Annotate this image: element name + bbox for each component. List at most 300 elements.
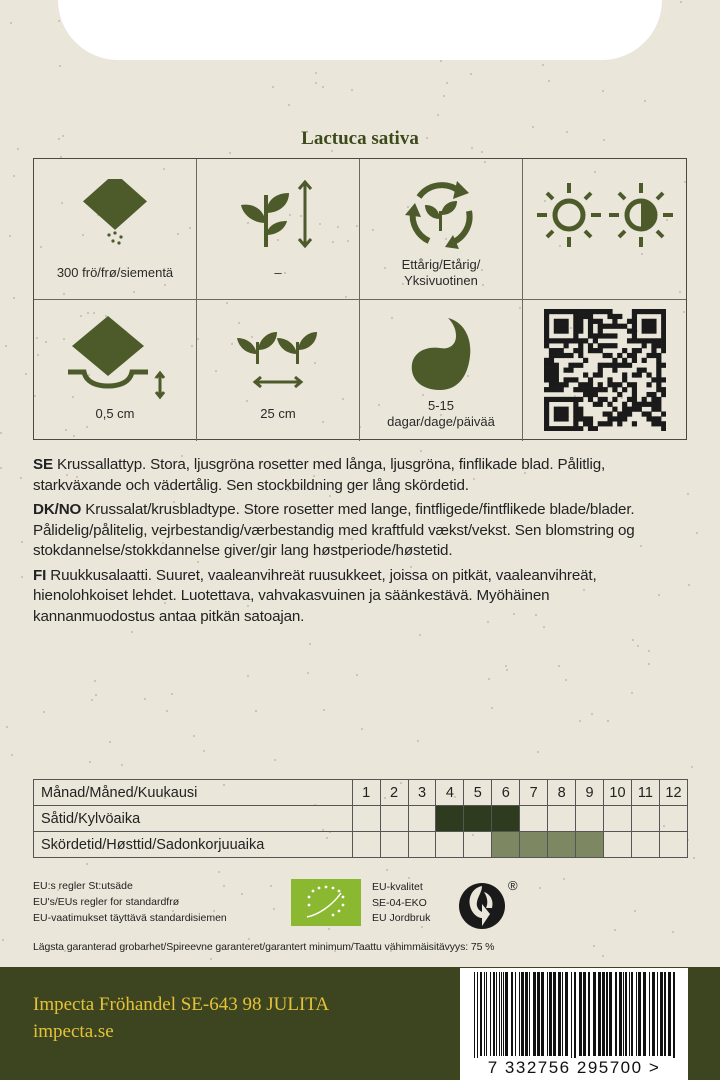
qr-module xyxy=(573,314,578,319)
qr-module xyxy=(563,397,568,402)
barcode-bar xyxy=(583,972,586,1056)
qr-module xyxy=(651,319,656,324)
qr-module xyxy=(646,319,651,324)
qr-module xyxy=(651,421,656,426)
website-link[interactable]: impecta.se xyxy=(33,1021,114,1042)
barcode-bar xyxy=(503,972,504,1056)
eco-line: EU-kvalitet xyxy=(372,881,423,893)
qr-module xyxy=(651,324,656,329)
qr-module xyxy=(544,402,549,407)
paper-speck xyxy=(274,759,276,761)
qr-module xyxy=(568,363,573,368)
qr-module xyxy=(587,319,592,324)
paper-speck xyxy=(315,82,317,84)
qr-module xyxy=(626,382,631,387)
qr-cell xyxy=(523,300,686,441)
barcode-bar xyxy=(490,972,491,1056)
paper-speck xyxy=(361,728,363,730)
qr-module xyxy=(607,411,612,416)
paper-speck xyxy=(558,665,560,667)
qr-module xyxy=(573,363,578,368)
eu-rules-line: EU's/EUs regler for standardfrø xyxy=(33,896,180,908)
qr-module xyxy=(602,324,607,329)
qr-module xyxy=(636,407,641,412)
qr-module xyxy=(607,402,612,407)
qr-module xyxy=(558,416,563,421)
qr-module xyxy=(583,382,588,387)
qr-code-icon[interactable] xyxy=(544,309,666,431)
qr-module xyxy=(626,407,631,412)
qr-module xyxy=(583,416,588,421)
lifecycle-cell xyxy=(360,159,523,300)
qr-module xyxy=(656,358,661,363)
qr-module xyxy=(592,402,597,407)
qr-module xyxy=(631,402,636,407)
qr-module xyxy=(592,372,597,377)
qr-module xyxy=(573,407,578,412)
qr-module xyxy=(602,309,607,314)
qr-module xyxy=(544,411,549,416)
barcode-bar xyxy=(477,972,478,1060)
qr-module xyxy=(631,338,636,343)
germination-label xyxy=(360,398,522,430)
barcode-bar xyxy=(499,972,500,1056)
paper-speck xyxy=(440,60,442,62)
qr-module xyxy=(656,382,661,387)
annual-cycle-icon xyxy=(401,177,481,253)
month-cell: 6 xyxy=(492,780,520,806)
qr-module xyxy=(548,353,553,358)
paper-speck xyxy=(443,95,445,97)
barcode-bar xyxy=(553,972,556,1056)
qr-module xyxy=(548,382,553,387)
qr-module xyxy=(544,309,549,314)
seed-count-cell xyxy=(34,159,197,300)
qr-module xyxy=(553,426,558,431)
qr-module xyxy=(631,348,636,353)
paper-speck xyxy=(351,89,353,91)
paper-speck xyxy=(470,73,472,75)
month-cell: 1 xyxy=(352,780,380,806)
qr-module xyxy=(568,426,573,431)
paper-speck xyxy=(9,235,11,237)
paper-speck xyxy=(247,675,249,677)
qr-module xyxy=(656,372,661,377)
qr-module xyxy=(544,421,549,426)
qr-module xyxy=(602,363,607,368)
qr-module xyxy=(656,353,661,358)
paper-speck xyxy=(565,679,567,681)
qr-module xyxy=(661,426,666,431)
registered-mark: ® xyxy=(508,878,518,893)
month-empty xyxy=(659,832,687,858)
harvest-month-filled xyxy=(492,832,520,858)
qr-module xyxy=(544,314,549,319)
qr-module xyxy=(602,397,607,402)
qr-module xyxy=(612,397,617,402)
germination-unit: dagar/dage/päivää xyxy=(387,414,495,429)
month-empty xyxy=(659,806,687,832)
qr-module xyxy=(544,329,549,334)
barcode-bar xyxy=(643,972,646,1056)
qr-module xyxy=(631,421,636,426)
species-title: Lactuca sativa xyxy=(301,128,419,149)
eco-certification xyxy=(372,880,430,927)
qr-module xyxy=(544,333,549,338)
barcode-bar xyxy=(602,972,605,1056)
barcode-bar xyxy=(625,972,627,1056)
qr-module xyxy=(583,387,588,392)
barcode-bar xyxy=(615,972,617,1056)
paper-speck xyxy=(491,707,493,709)
qr-module xyxy=(597,421,602,426)
qr-module xyxy=(656,402,661,407)
qr-module xyxy=(548,426,553,431)
barcode-bar xyxy=(558,972,561,1056)
qr-module xyxy=(602,411,607,416)
qr-module xyxy=(617,382,622,387)
qr-module xyxy=(587,343,592,348)
qr-module xyxy=(597,324,602,329)
qr-module xyxy=(573,426,578,431)
qr-module xyxy=(587,397,592,402)
month-empty xyxy=(380,832,408,858)
qr-module xyxy=(641,309,646,314)
qr-module xyxy=(597,387,602,392)
qr-module xyxy=(592,387,597,392)
qr-module xyxy=(544,407,549,412)
paper-speck xyxy=(537,751,539,753)
barcode-number: 7 332756 295700 > xyxy=(460,1058,688,1080)
paper-speck xyxy=(20,477,22,479)
month-empty xyxy=(408,806,436,832)
qr-module xyxy=(597,333,602,338)
qr-module xyxy=(592,348,597,353)
paper-speck xyxy=(693,857,695,859)
qr-module xyxy=(607,314,612,319)
qr-module xyxy=(602,421,607,426)
qr-module xyxy=(626,319,631,324)
barcode-bar xyxy=(529,972,530,1056)
qr-module xyxy=(612,324,617,329)
qr-module xyxy=(631,382,636,387)
qr-module xyxy=(641,329,646,334)
barcode-bar xyxy=(631,972,633,1056)
qr-module xyxy=(583,421,588,426)
qr-module xyxy=(646,411,651,416)
description-fi xyxy=(33,566,673,628)
qr-module xyxy=(607,416,612,421)
qr-module xyxy=(592,309,597,314)
barcode-bar xyxy=(574,972,576,1060)
qr-module xyxy=(661,363,666,368)
qr-module xyxy=(617,353,622,358)
month-cell: 11 xyxy=(631,780,659,806)
paper-speck xyxy=(648,650,650,652)
qr-module xyxy=(553,329,558,334)
qr-module xyxy=(558,338,563,343)
barcode-bar xyxy=(496,972,497,1056)
qr-module xyxy=(631,324,636,329)
qr-module xyxy=(544,397,549,402)
sowing-month-filled xyxy=(492,806,520,832)
qr-module xyxy=(578,319,583,324)
qr-module xyxy=(607,421,612,426)
qr-module xyxy=(583,392,588,397)
paper-speck xyxy=(542,64,544,66)
qr-module xyxy=(578,387,583,392)
barcode xyxy=(460,968,688,1060)
qr-module xyxy=(592,338,597,343)
qr-module xyxy=(646,329,651,334)
qr-module xyxy=(573,402,578,407)
qr-module xyxy=(544,377,549,382)
qr-module xyxy=(544,319,549,324)
qr-module xyxy=(651,407,656,412)
qr-module xyxy=(583,314,588,319)
germination-seed-icon xyxy=(406,314,476,392)
qr-module xyxy=(553,363,558,368)
qr-module xyxy=(563,353,568,358)
eu-organic-leaf-logo xyxy=(291,879,361,926)
spacing-label: 25 cm xyxy=(260,406,296,421)
qr-module xyxy=(553,348,558,353)
sowing-month-filled xyxy=(436,806,464,832)
qr-module xyxy=(646,402,651,407)
sowing-row xyxy=(34,806,688,832)
barcode-bar xyxy=(649,972,650,1056)
qr-module xyxy=(607,382,612,387)
qr-module xyxy=(656,416,661,421)
qr-module xyxy=(646,392,651,397)
qr-module xyxy=(641,358,646,363)
qr-module xyxy=(617,392,622,397)
qr-module xyxy=(553,324,558,329)
paper-speck xyxy=(86,863,88,865)
plant-spacing-icon xyxy=(233,328,323,392)
lifecycle-text: Ettårig/Etårig/ Yksivuotinen xyxy=(401,257,481,288)
qr-module xyxy=(563,411,568,416)
sowing-label: Såtid/Kylvöaika xyxy=(34,806,353,832)
paper-speck xyxy=(648,663,650,665)
qr-module xyxy=(578,363,583,368)
qr-module xyxy=(544,338,549,343)
qr-module xyxy=(656,343,661,348)
qr-module xyxy=(646,353,651,358)
paper-speck xyxy=(13,297,15,299)
paper-speck xyxy=(121,764,123,766)
qr-module xyxy=(558,353,563,358)
paper-speck xyxy=(94,680,96,682)
eu-rules xyxy=(33,878,227,926)
qr-module xyxy=(553,377,558,382)
barcode-bar xyxy=(493,972,495,1056)
qr-module xyxy=(646,309,651,314)
qr-module xyxy=(573,348,578,353)
barcode-bar xyxy=(664,972,666,1056)
qr-module xyxy=(661,343,666,348)
paper-speck xyxy=(0,467,2,469)
paper-speck xyxy=(6,726,8,728)
qr-module xyxy=(631,358,636,363)
qr-module xyxy=(583,358,588,363)
qr-module xyxy=(607,309,612,314)
qr-module xyxy=(553,319,558,324)
qr-module xyxy=(607,353,612,358)
qr-module xyxy=(578,397,583,402)
qr-module xyxy=(622,416,627,421)
qr-module xyxy=(544,324,549,329)
qr-module xyxy=(573,377,578,382)
month-empty xyxy=(464,832,492,858)
month-empty xyxy=(352,832,380,858)
paper-speck xyxy=(59,65,61,67)
icon-grid xyxy=(33,158,687,440)
qr-module xyxy=(651,392,656,397)
qr-module xyxy=(573,338,578,343)
paper-speck xyxy=(408,877,410,879)
qr-module xyxy=(553,382,558,387)
qr-module xyxy=(587,314,592,319)
qr-module xyxy=(587,348,592,353)
qr-module xyxy=(607,324,612,329)
height-cell xyxy=(197,159,360,300)
paper-speck xyxy=(481,151,483,153)
barcode-bar xyxy=(636,972,637,1056)
barcode-bar xyxy=(593,972,596,1056)
paper-speck xyxy=(419,634,421,636)
qr-module xyxy=(631,333,636,338)
paper-speck xyxy=(5,345,7,347)
lang-code-fi: FI xyxy=(33,566,47,584)
qr-module xyxy=(563,343,568,348)
paper-speck xyxy=(0,432,2,434)
sowing-month-filled xyxy=(464,806,492,832)
qr-module xyxy=(563,324,568,329)
paper-speck xyxy=(696,532,698,534)
paper-speck xyxy=(637,645,639,647)
barcode-bar xyxy=(660,972,663,1056)
qr-module xyxy=(612,382,617,387)
description xyxy=(33,455,673,631)
qr-module xyxy=(651,402,656,407)
qr-module xyxy=(587,333,592,338)
barcode-bar xyxy=(629,972,630,1056)
qr-module xyxy=(622,324,627,329)
qr-module xyxy=(548,387,553,392)
qr-module xyxy=(661,411,666,416)
qr-module xyxy=(578,382,583,387)
qr-module xyxy=(622,348,627,353)
height-label: – xyxy=(274,265,282,280)
qr-module xyxy=(602,353,607,358)
paper-speck xyxy=(488,678,490,680)
qr-module xyxy=(568,397,573,402)
paper-speck xyxy=(10,22,12,24)
harvest-month-filled xyxy=(576,832,604,858)
paper-speck xyxy=(506,669,508,671)
qr-module xyxy=(636,368,641,373)
paper-speck xyxy=(634,910,636,912)
harvest-label: Skördetid/Høsttid/Sadonkorjuuaika xyxy=(34,832,353,858)
qr-module xyxy=(636,372,641,377)
month-empty xyxy=(576,806,604,832)
qr-module xyxy=(553,416,558,421)
qr-module xyxy=(612,387,617,392)
qr-module xyxy=(592,319,597,324)
qr-module xyxy=(612,363,617,368)
qr-module xyxy=(578,426,583,431)
qr-module xyxy=(646,416,651,421)
eu-organic-leaf-icon xyxy=(291,879,361,926)
qr-module xyxy=(661,319,666,324)
paper-speck xyxy=(273,908,275,910)
month-cell: 2 xyxy=(380,780,408,806)
eu-rules-line: EU-vaatimukset täyttävä standardisiemen xyxy=(33,912,227,924)
paper-speck xyxy=(602,955,604,957)
qr-module xyxy=(631,397,636,402)
month-cell: 9 xyxy=(576,780,604,806)
paper-speck xyxy=(614,929,616,931)
barcode-bar xyxy=(619,972,622,1056)
paper-speck xyxy=(307,672,309,674)
paper-speck xyxy=(505,665,507,667)
qr-module xyxy=(578,329,583,334)
description-se-text: Krussallattyp. Stora, ljusgröna rosetter med långa, ljusgröna, finflikade blad. Pålitlig, starkväxande och vädertålig. Sen stockbildning ger lång skördetid. xyxy=(33,456,606,494)
qr-module xyxy=(661,348,666,353)
qr-module xyxy=(544,343,549,348)
qr-module xyxy=(622,402,627,407)
qr-module xyxy=(563,329,568,334)
qr-module xyxy=(548,358,553,363)
barcode-bar xyxy=(505,972,508,1056)
barcode-bar xyxy=(606,972,608,1056)
qr-module xyxy=(612,319,617,324)
barcode-bar xyxy=(549,972,552,1056)
qr-module xyxy=(578,314,583,319)
qr-module xyxy=(583,372,588,377)
qr-module xyxy=(578,324,583,329)
qr-module xyxy=(558,397,563,402)
qr-module xyxy=(583,338,588,343)
paper-speck xyxy=(109,741,111,743)
qr-module xyxy=(597,368,602,373)
paper-speck xyxy=(328,928,330,930)
paper-speck xyxy=(309,643,311,645)
qr-module xyxy=(553,353,558,358)
qr-module xyxy=(636,309,641,314)
paper-speck xyxy=(323,709,325,711)
qr-module xyxy=(656,421,661,426)
qr-module xyxy=(573,324,578,329)
qr-module xyxy=(636,348,641,353)
qr-module xyxy=(641,368,646,373)
qr-module xyxy=(553,387,558,392)
calendar-header-row xyxy=(34,780,688,806)
paper-speck xyxy=(539,887,541,889)
qr-module xyxy=(558,319,563,324)
qr-module xyxy=(661,309,666,314)
qr-module xyxy=(587,382,592,387)
qr-module xyxy=(544,426,549,431)
qr-module xyxy=(607,363,612,368)
qr-module xyxy=(622,387,627,392)
qr-module xyxy=(656,338,661,343)
qr-module xyxy=(646,382,651,387)
qr-module xyxy=(563,407,568,412)
month-empty xyxy=(631,806,659,832)
month-cell: 4 xyxy=(436,780,464,806)
